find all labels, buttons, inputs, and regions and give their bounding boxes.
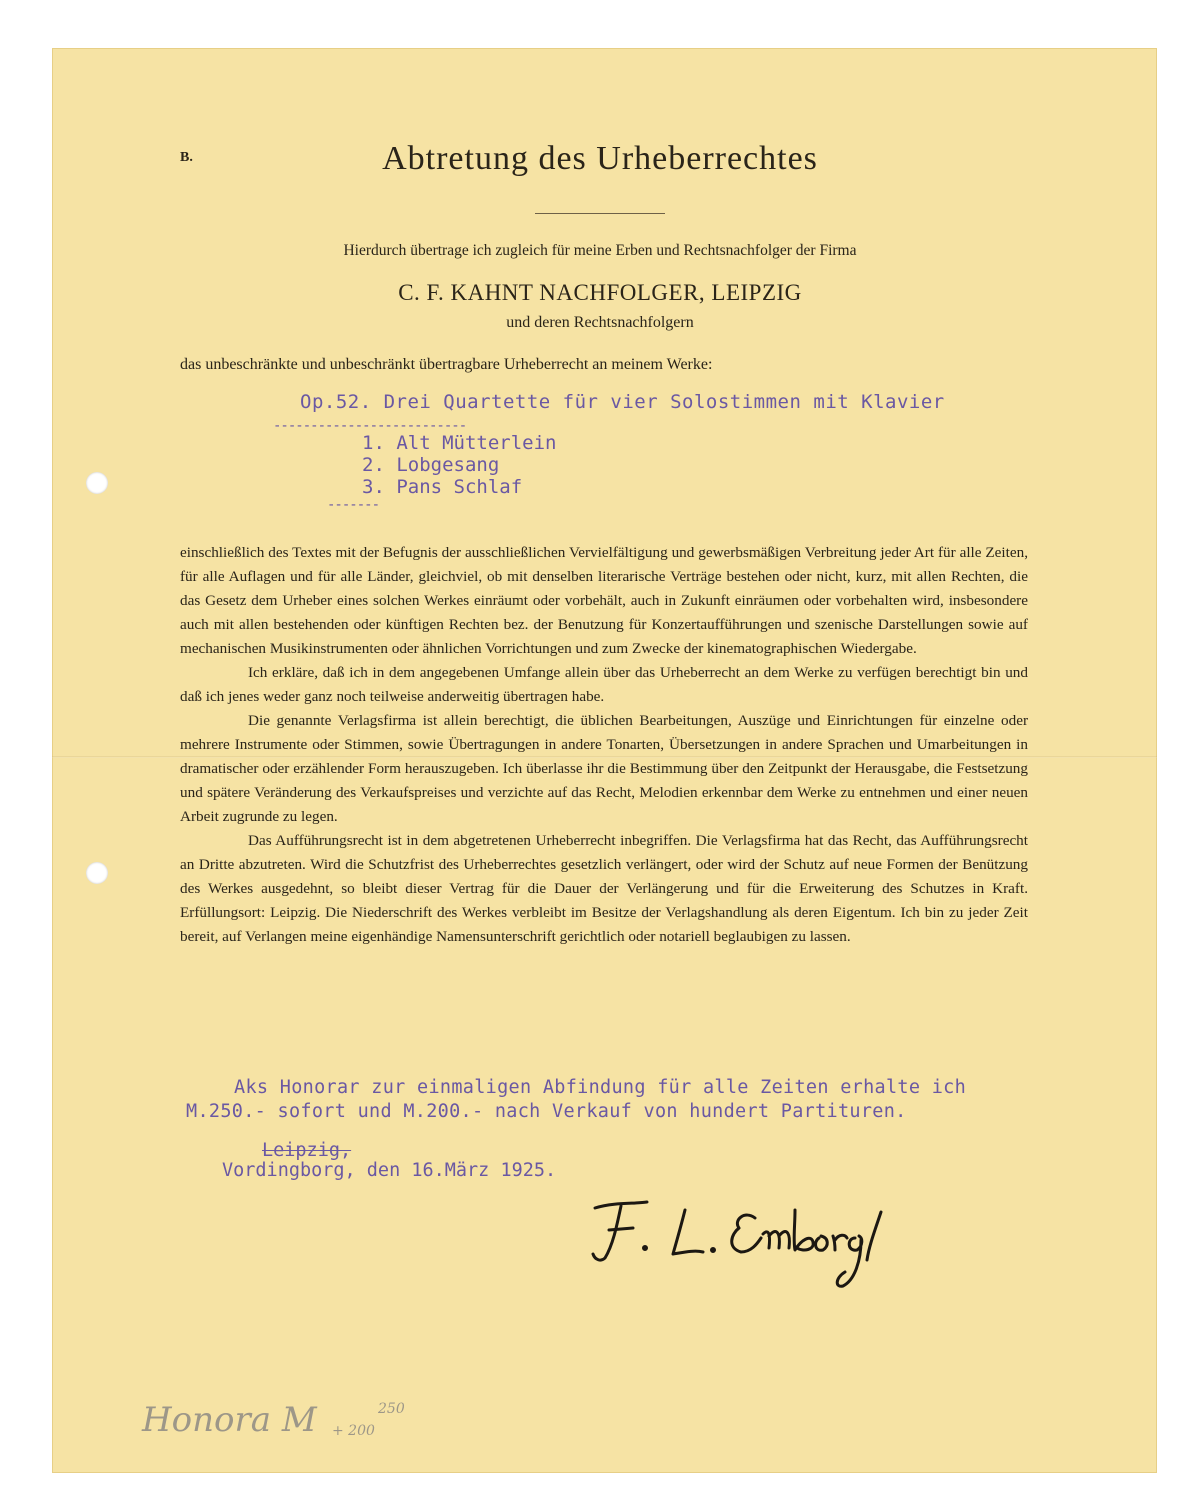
pencil-note: Honora M (142, 1400, 317, 1440)
document-title: Abtretung des Urheberrechtes (382, 140, 818, 177)
work-title: Op.52. Drei Quartette für vier Solostimmen mit Klavier (300, 391, 945, 413)
pencil-annotation (140, 1385, 440, 1455)
contract-paragraph: Ich erkläre, daß ich in dem angegebenen Umfange allein über das Urheberrecht an dem Werke zu verfügen berechtigt bin und daß ich jenes weder ganz noch teilweise anderweitig übertragen habe. (180, 664, 1028, 705)
work-separator-short: ------- (327, 497, 380, 513)
contract-paragraph: einschließlich des Textes mit der Befugnis der ausschließlichen Vervielfältigung und gewerbsmäßigen Verbreitung jeder Art für alle Zeiten, für alle Auflagen und für alle Länder, gleichviel, ob mit denselben literarische Verträge bestehen oder nicht, kurz, mit allen Rechten, die das Gesetz dem Urheber eines solchen Werkes einräumt oder vorbehält, auch in Zukunft einräumen oder vorbehalten wird, insbesondere auch mit allen bestehenden oder künftigen Rechten bez. der Benutzung für Konzertaufführungen und szenische Darstellungen sowie auf mechanischen Musikinstrumenten oder ähnlichen Vorrichtungen und zum Zwecke der kinematographischen Wiedergabe. (180, 544, 1028, 657)
pencil-amount: + 200 (332, 1423, 375, 1439)
honorar-line: M.250.- sofort und M.200.- nach Verkauf von hundert Partituren. (186, 1101, 907, 1122)
handwritten-signature (585, 1190, 905, 1300)
song-item: 2. Lobgesang (362, 454, 500, 476)
honorar-line: Aks Honorar zur einmaligen Abfindung für alle Zeiten erhalte ich (234, 1077, 967, 1098)
firm-name: C. F. KAHNT NACHFOLGER, LEIPZIG (398, 280, 802, 305)
contract-paragraph: Die genannte Verlagsfirma ist allein berechtigt, die üblichen Bearbeitungen, Auszüge und Einrichtungen für einzelne oder mehrere Instrumente oder Stimmen, sowie Übertragungen in andere Tonarten, Übersetzungen in andere Sprachen und Umarbeitungen in dramatischer oder erzählender Form herauszugeben. Ich überlasse ihr die Bestimmung über den Zeitpunkt der Herausgabe, die Festsetzung und spätere Veränderung des Verkaufspreises und verzichte auf das Recht, Melodien erkennbar dem Werke zu entnehmen und einer neuen Arbeit zugrunde zu legen. (180, 712, 1028, 825)
work-separator-long: -------------------------- (273, 418, 467, 434)
place-date: Vordingborg, den 16.März 1925. (222, 1160, 557, 1181)
section-marker: B. (180, 150, 193, 165)
struck-place: Leipzig, (262, 1140, 352, 1161)
rights-line: das unbeschränkte und unbeschränkt übertragbare Urheberrecht an meinem Werke: (180, 356, 713, 373)
song-item: 1. Alt Mütterlein (362, 432, 557, 454)
honorar-note (186, 1076, 1066, 1124)
punch-hole-bottom (86, 862, 108, 884)
contract-paragraph: Das Aufführungsrecht ist in dem abgetretenen Urheberrecht inbegriffen. Die Verlagsfirma hat das Recht, das Aufführungsrecht an Dritte abzutreten. Wird die Schutzfrist des Urheberrechtes gesetzlich verlängert, oder wird der Schutz auf neue Formen der Benützung des Werkes ausgedehnt, so bleibt dieser Vertrag für die Dauer der Verlängerung und für die Erweiterung des Schutzes in Kraft. Erfüllungsort: Leipzig. Die Niederschrift des Werkes verbleibt im Besitze der Verlagshandlung als deren Eigentum. Ich bin zu jeder Zeit bereit, auf Verlangen meine eigenhändige Namensunterschrift gerichtlich oder notariell beglaubigen zu lassen. (180, 832, 1028, 945)
contract-body (180, 541, 1028, 949)
title-rule (535, 213, 665, 214)
firm-subline: und deren Rechtsnachfolgern (506, 314, 694, 331)
intro-line: Hierdurch übertrage ich zugleich für meine Erben und Rechtsnachfolger der Firma (343, 242, 857, 259)
punch-hole-top (86, 472, 108, 494)
song-item: 3. Pans Schlaf (362, 476, 523, 498)
pencil-amount: 250 (378, 1401, 405, 1417)
